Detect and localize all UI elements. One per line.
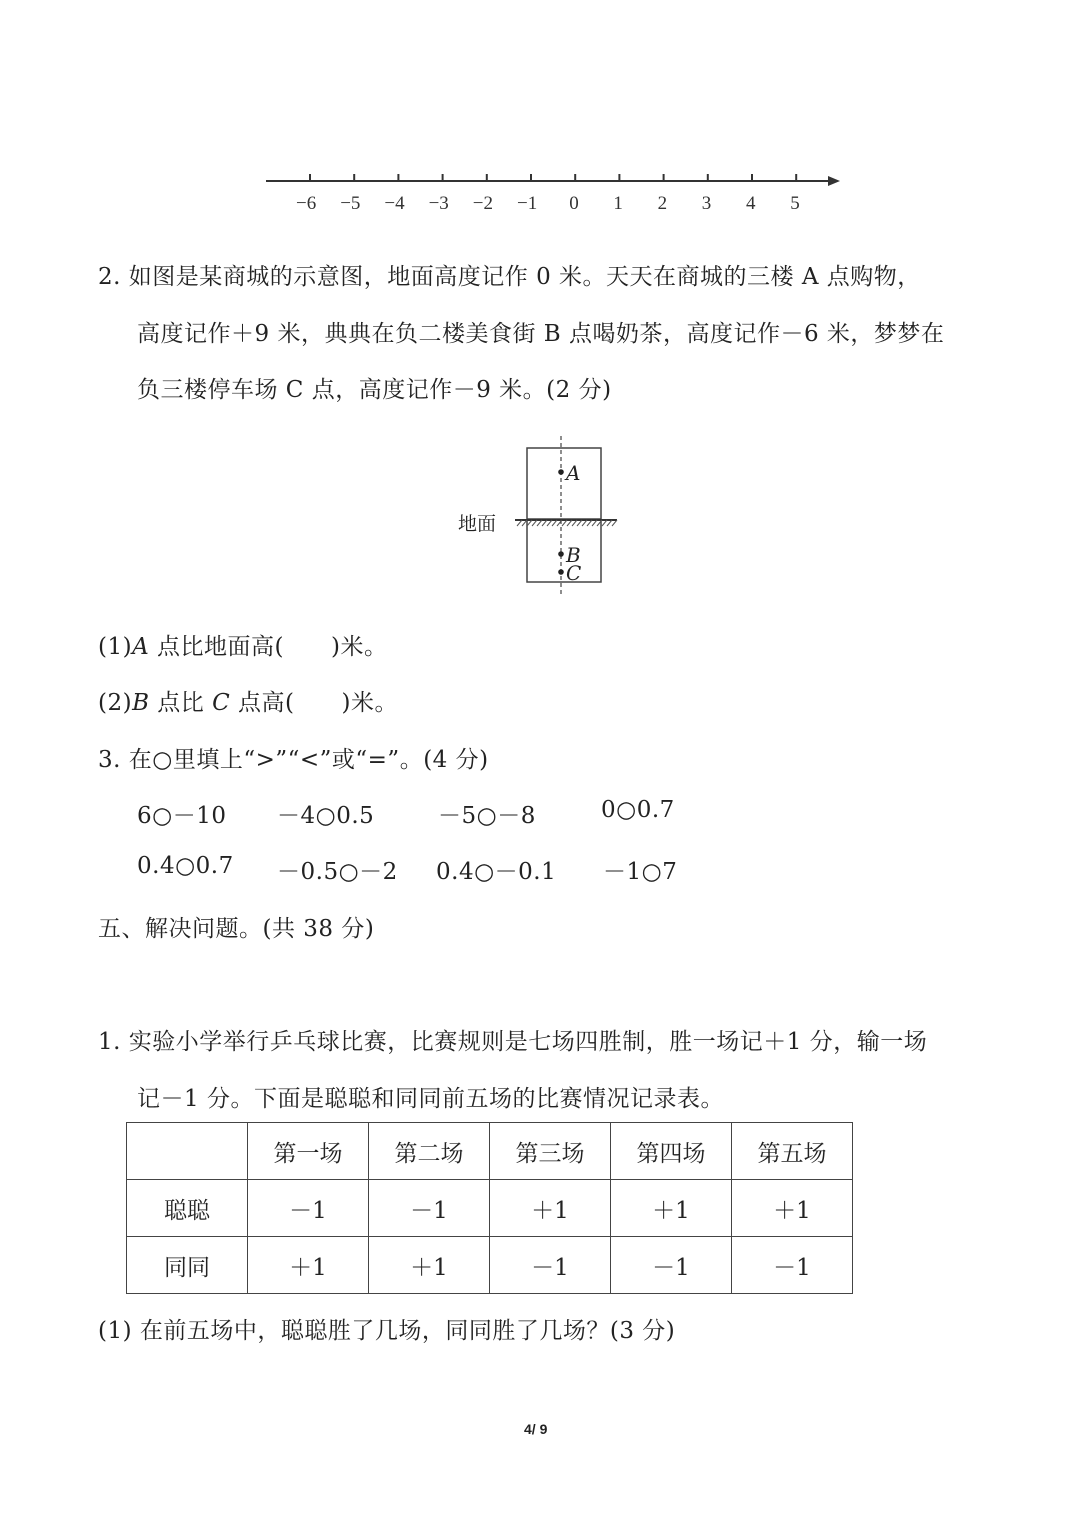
q2-sub2-mid: 点比 [149,690,213,716]
table-cell: ＋1 [611,1180,732,1237]
q2-text-line3: 负三楼停车场 C 点，高度记作－9 米。(2 分) [137,377,612,403]
q2-line1 [98,258,921,291]
number-line-label: −3 [428,193,449,214]
table-cell: －1 [248,1180,369,1237]
q2-sub2-var-c: C [212,690,231,716]
point-b-dot [558,551,564,557]
point-b-label: B [566,543,581,567]
q3-item: －0.5○－2 [277,859,398,885]
table-cell: －1 [490,1237,611,1294]
p1-line2: 记－1 分。下面是聪聪和同同前五场的比赛情况记录表。 [137,1086,724,1112]
table-row [127,1180,853,1237]
q3-item: －4○0.5 [277,803,375,829]
point-c-label: C [566,561,582,585]
table-cell: －1 [611,1237,732,1294]
q2-text-line2: 高度记作＋9 米，典典在负二楼美食街 B 点喝奶茶，高度记作－6 米，梦梦在 [137,321,945,347]
q3-title: 3. 在○里填上“>”“<”或“=”。(4 分) [98,747,489,773]
ground-label: 地面 [458,513,497,535]
q2-sub1-var-a: A [132,634,150,660]
table-cell: 同同 [127,1237,248,1294]
q3-item: －1○7 [603,859,678,885]
q2-sub2-text: 点高( )米。 [230,690,398,716]
q2-sub1-prefix: (1) [98,634,133,660]
number-line-label: 2 [657,193,668,214]
number-line-label: −1 [517,193,538,214]
q2-sub2-prefix: (2) [98,690,133,716]
number-line-label: 4 [746,193,756,214]
point-c-dot [558,569,564,575]
table-row [127,1237,853,1294]
table-header-row [127,1123,853,1180]
number-line [260,165,850,195]
q3-item: 6○－10 [137,803,227,829]
table-cell: ＋1 [732,1180,853,1237]
q3-item: 0○0.7 [601,797,675,823]
q3-item: －5○－8 [438,803,536,829]
q2-sub2 [98,684,398,717]
section5-title: 五、解决问题。(共 38 分) [98,916,375,942]
table-header-cell: 第五场 [732,1123,853,1180]
p1-line1: 1. 实验小学举行乒乓球比赛，比赛规则是七场四胜制，胜一场记＋1 分，输一场 [98,1029,928,1055]
q3-item: 0.4○－0.1 [436,859,557,885]
number-line-label: −2 [472,193,494,214]
point-a-label: A [566,461,581,485]
table-cell: ＋1 [248,1237,369,1294]
table-cell: ＋1 [490,1180,611,1237]
table-header-cell: 第一场 [248,1123,369,1180]
q2-sub1-text: 点比地面高( )米。 [149,634,388,660]
table-header-cell: 第三场 [490,1123,611,1180]
number-line-label: −6 [296,193,317,214]
q2-sub2-var-b: B [132,690,150,716]
number-line-label: 5 [790,193,800,214]
table-cell: ＋1 [369,1237,490,1294]
number-line-label: 3 [701,193,712,214]
table-cell: －1 [369,1180,490,1237]
q2-text-line1: 如图是某商城的示意图，地面高度记作 0 米。天天在商城的三楼 A 点购物， [128,264,921,290]
number-line-label: −5 [340,193,361,214]
p1-sub1: (1) 在前五场中，聪聪胜了几场，同同胜了几场？(3 分) [98,1318,676,1344]
table-header-cell: 第二场 [369,1123,490,1180]
table-header-cell [127,1123,248,1180]
table-header-cell: 第四场 [611,1123,732,1180]
score-table [126,1122,853,1294]
table-cell: －1 [732,1237,853,1294]
number-line-label: 0 [569,193,579,214]
q2-number: 2. [98,264,121,290]
point-a-dot [558,469,564,475]
q2-sub1 [98,628,387,661]
table-cell: 聪聪 [127,1180,248,1237]
number-line-label: 1 [613,193,623,214]
number-line-label: −4 [384,193,405,214]
q3-item: 0.4○0.7 [137,853,234,879]
page-number: 4/ 9 [524,1421,548,1437]
